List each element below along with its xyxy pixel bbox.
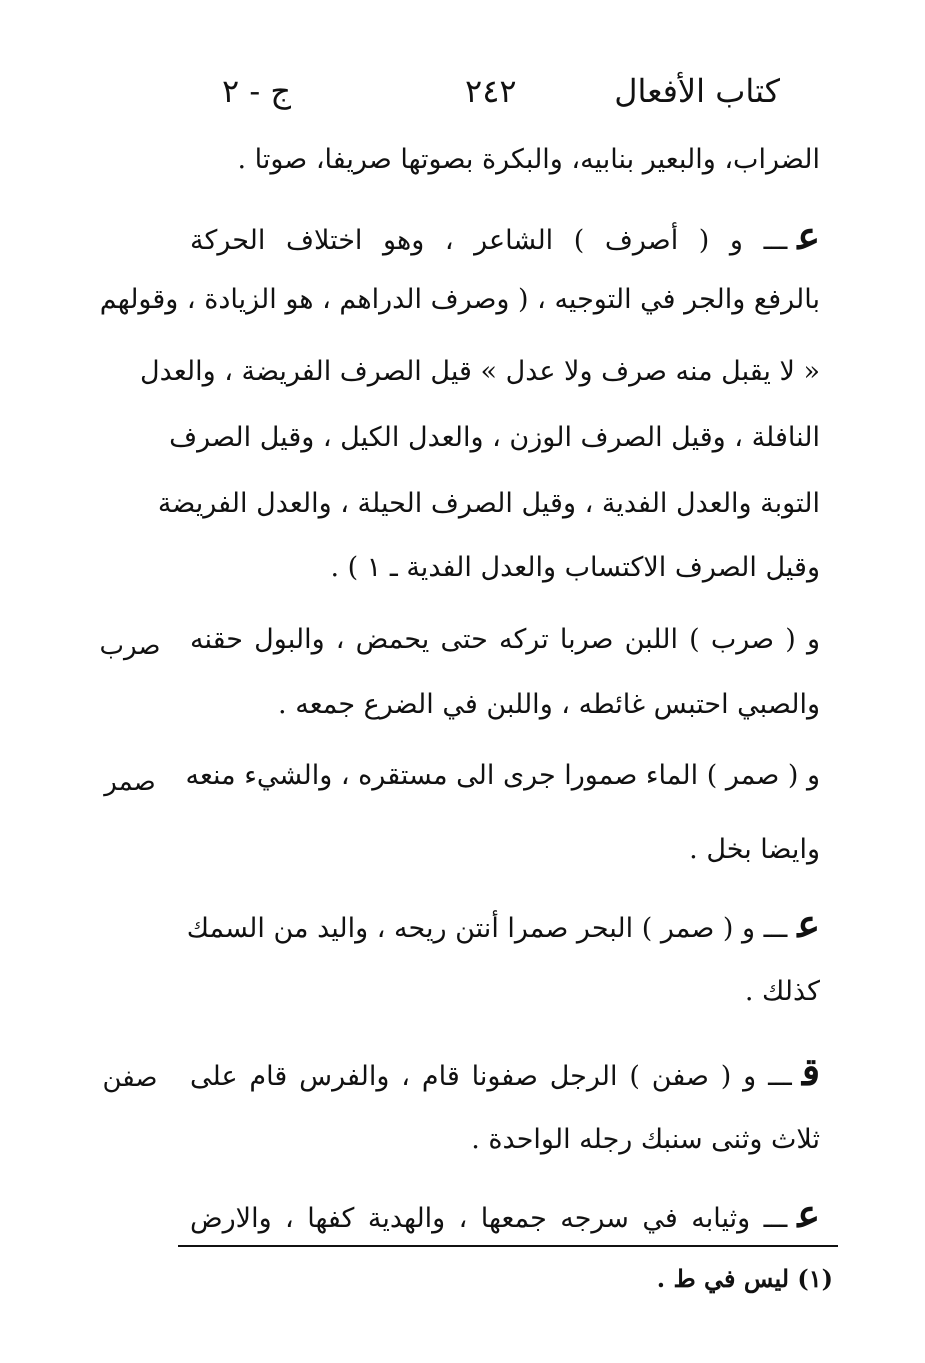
text-line bbox=[190, 1191, 820, 1236]
text-line: التوبة والعدل الفدية ، وقيل الصرف الحيلة ، والعدل الفريضة bbox=[157, 488, 820, 519]
page-header bbox=[0, 72, 925, 122]
text-line: و ( صمر ) الماء صمورا جرى الى مستقره ، والشيء منعه bbox=[185, 760, 820, 791]
text-line: و ( صرب ) اللبن صربا تركه حتى يحمض ، والبول حقنه bbox=[190, 624, 820, 655]
text-line-body: ـــ و ( صمر ) البحر صمرا أنتن ريحه ، واليد من السمك bbox=[186, 913, 788, 944]
text-line: وقيل الصرف الاكتساب والعدل الفدية ـ ١ ) . bbox=[330, 552, 820, 583]
text-line: وايضا بخل . bbox=[689, 834, 820, 865]
text-line: والصبي احتبس غائطه ، واللبن في الضرع جمعه . bbox=[278, 689, 820, 720]
text-line-body: ـــ و ( صفن ) الرجل صفونا قام ، والفرس قام على bbox=[190, 1061, 792, 1092]
source-sigil: ع bbox=[797, 901, 820, 946]
margin-root-word: صفن bbox=[102, 1063, 158, 1093]
page-number: ٢٤٢ bbox=[465, 72, 517, 110]
volume-label: ج - ٢ bbox=[222, 72, 291, 110]
text-line: كذلك . bbox=[744, 976, 820, 1007]
text-line bbox=[190, 213, 820, 258]
text-line-body: ـــ وثيابه في سرجه جمعها ، والهدية كفها ، والارض bbox=[190, 1203, 788, 1234]
margin-root-word: صرب bbox=[99, 631, 161, 661]
source-sigil: ق bbox=[801, 1049, 820, 1094]
book-title: كتاب الأفعال bbox=[614, 72, 780, 110]
text-line: الضراب، والبعير بنابيه، والبكرة بصوتها صريفا، صوتا . bbox=[237, 144, 820, 175]
text-line-body: ـــ و ( أصرف ) الشاعر ، وهو اختلاف الحركة bbox=[190, 225, 788, 256]
footnote: (١) ليس في ط . bbox=[656, 1264, 833, 1293]
text-line: ثلاث وثنى سنبك رجله الواحدة . bbox=[471, 1124, 820, 1155]
text-line bbox=[186, 901, 820, 946]
text-line: « لا يقبل منه صرف ولا عدل » قيل الصرف الفريضة ، والعدل bbox=[140, 356, 820, 387]
text-line bbox=[190, 1049, 820, 1094]
margin-root-word: صمر bbox=[104, 767, 156, 797]
source-sigil: ع bbox=[797, 1191, 820, 1236]
footnote-divider bbox=[178, 1245, 838, 1247]
source-sigil: ع bbox=[797, 213, 820, 258]
text-line: النافلة ، وقيل الصرف الوزن ، والعدل الكيل ، وقيل الصرف bbox=[169, 422, 820, 453]
text-line: بالرفع والجر في التوجيه ، ( وصرف الدراهم ، هو الزيادة ، وقولهم bbox=[99, 284, 820, 315]
